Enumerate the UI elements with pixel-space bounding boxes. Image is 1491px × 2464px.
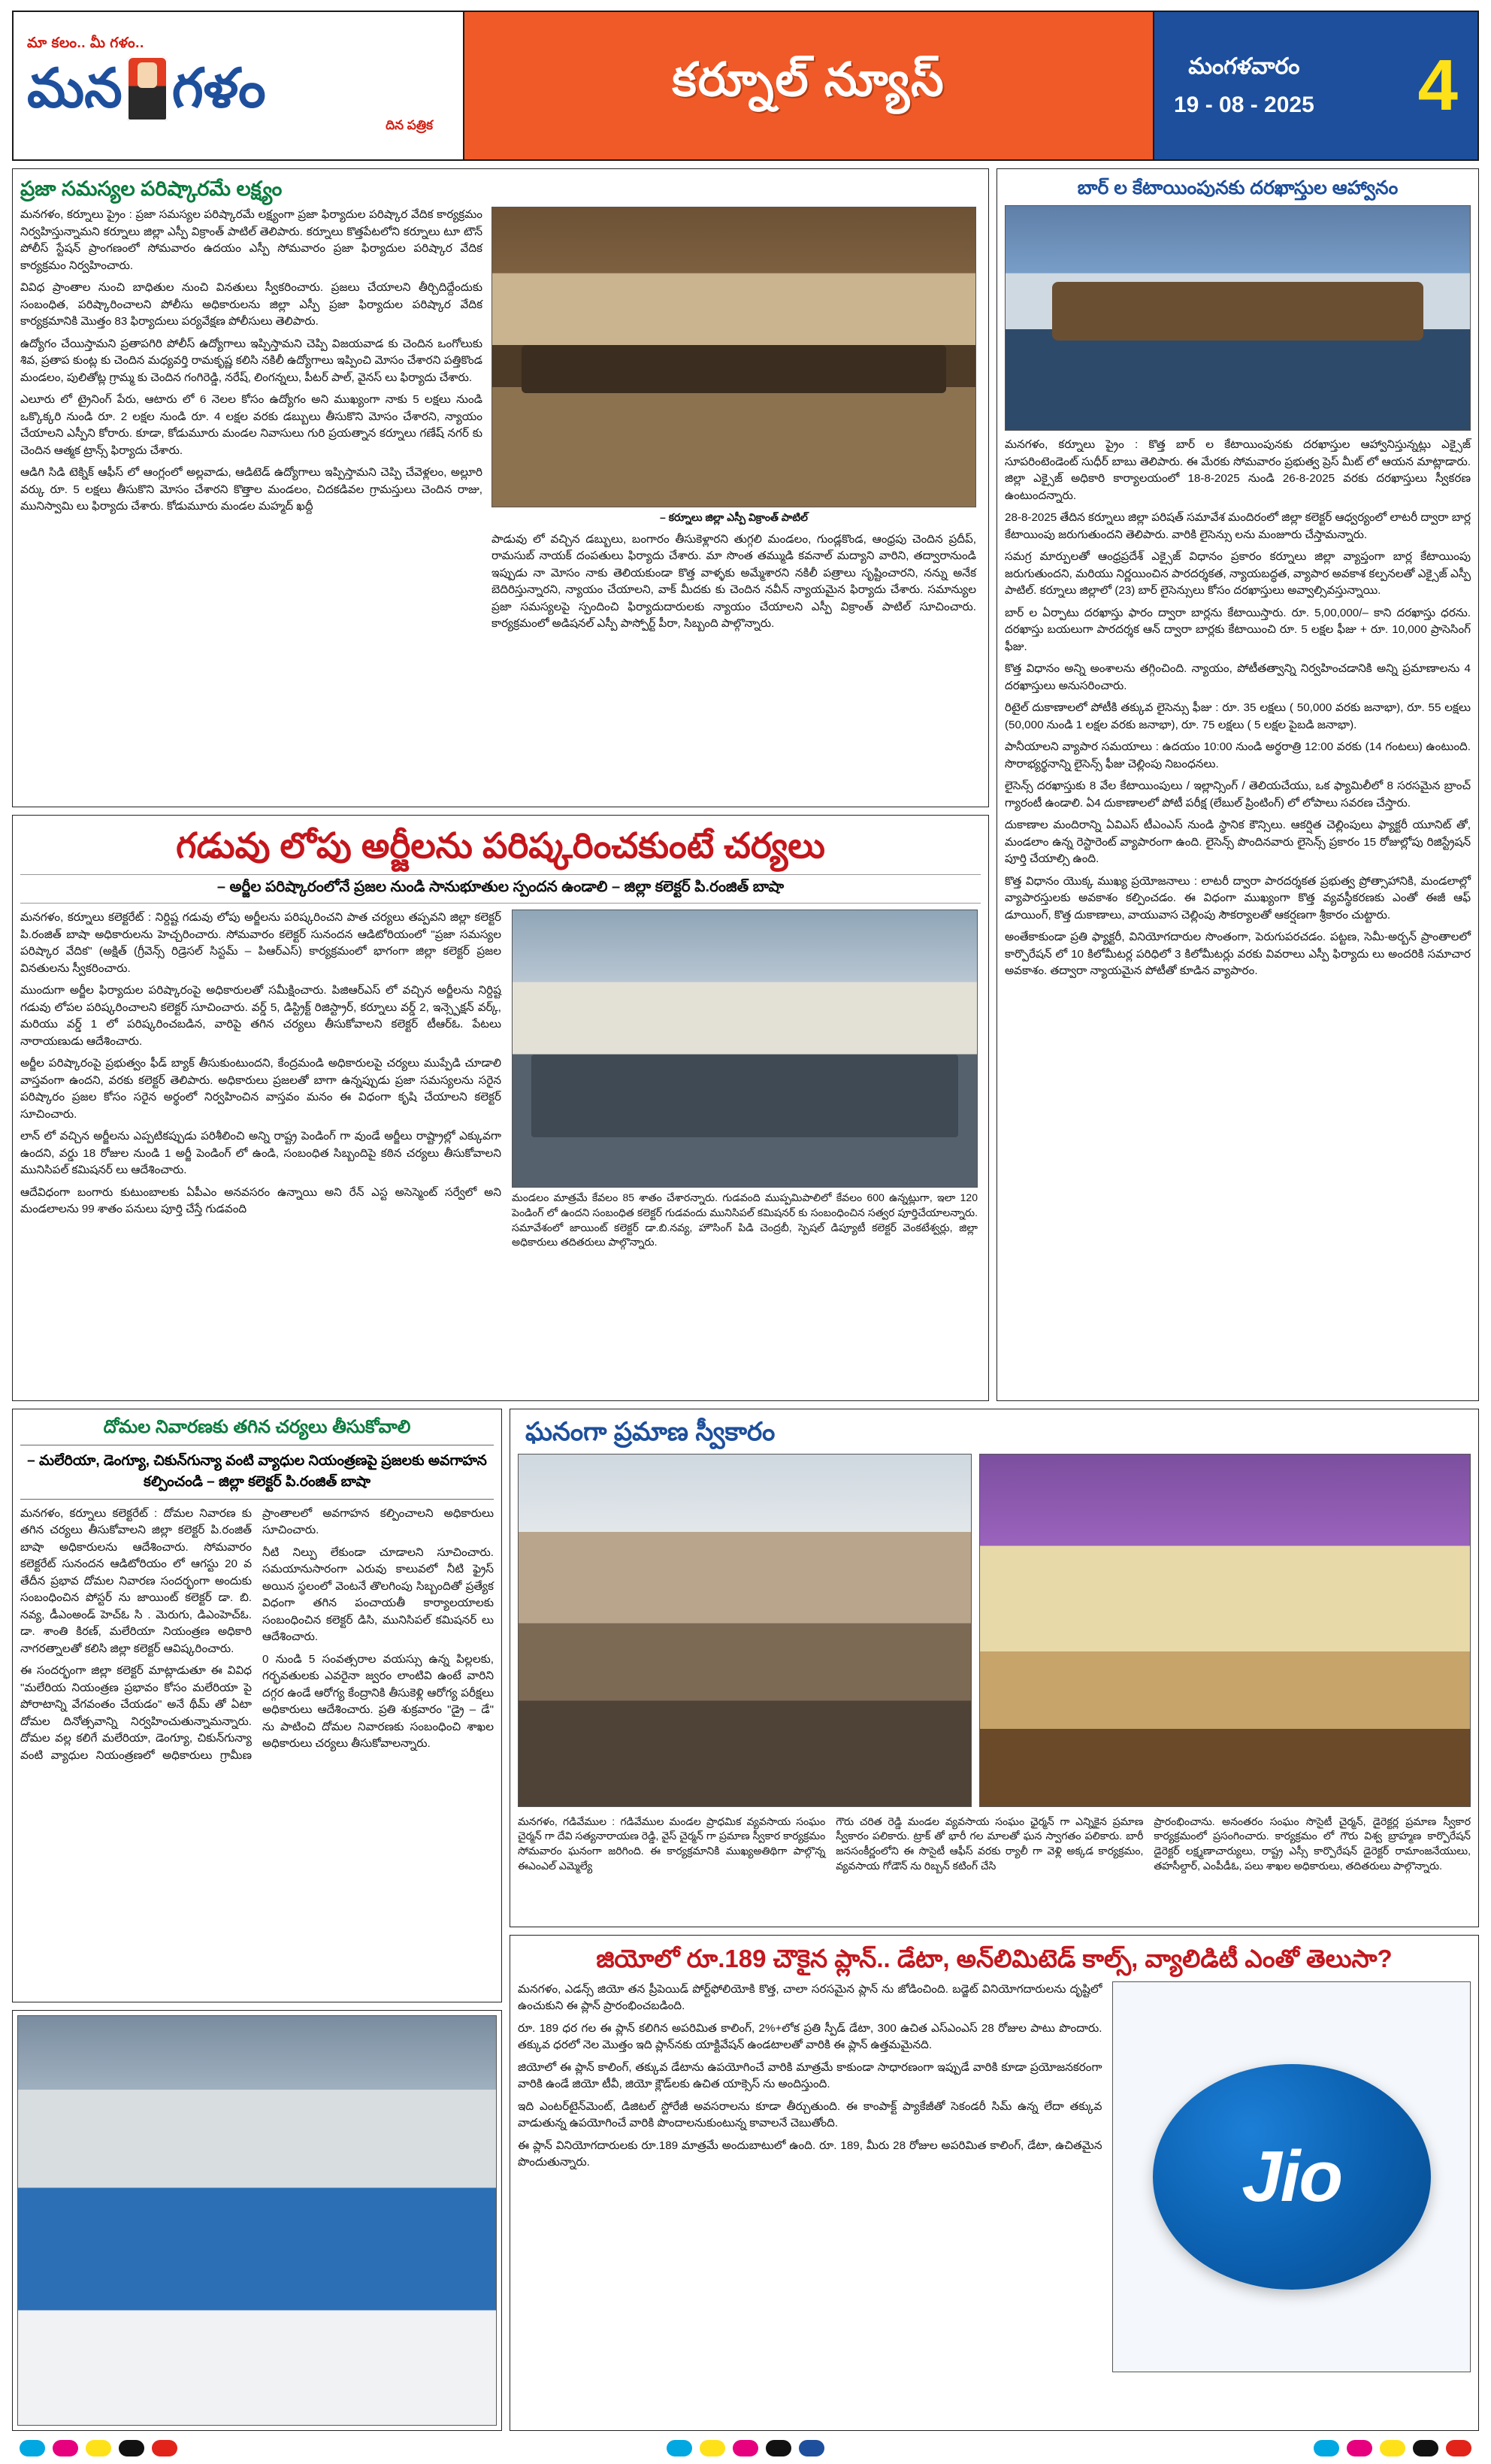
magenta-dot (53, 2440, 78, 2456)
article-paragraph: ఉద్యోగం చేయిస్తామని ప్రతాపగిరి పోలీస్ ఉద్యోగాలు ఇప్పిస్తామని చెప్పి విజయవాడ కు చెందిన ఒంగోలుకు శివ, ప్రతాప కుంట్ల కు చెందిన మధ్యవర్తి రామకృష్ణ కలిసి నకిలీ ఉద్యోగాలు ఇప్పించి మోసం చేశారని పత్తికొండ మండలం, పులితోట్ల గ్రామ్మ కు చెందిన గంగిరెడ్డి, నరేష్, లింగన్నలు, పీటర్ పాల్, వైనస్ లు ఫిర్యాదు చేశారు. (20, 337, 482, 384)
article-paragraph: సమగ్ర మార్పులతో ఆంధ్రప్రదేశ్ ఎక్సైజ్ విధానం ప్రకారం కర్నూలు జిల్లా వ్యాప్తంగా బార్ల కేటాయింపు జరుగుతుందని, మరియు నిర్ణయించిన పారదర్శకత, న్యాయబద్ధత, వ్యాపార అవకాశ కల్పనలతో ఎక్సైజ్ ఎస్పీ పాటిల్. కర్నూలు జిల్లాలో (23) బార్ లైసెన్సులు కోసం దరఖాస్తులు అవ్వాల్సివస్తున్నాయి. (1005, 550, 1471, 597)
article-paragraph: మనగళం, కర్నూలు కలెక్టరేట్ : నిర్దిష్ట గడువు లోపు అర్జీలను పరిష్కరించని పాత చర్యలు తప్పవని జిల్లా కలెక్టర్ పి.రంజిత్ బాషా అధికారులను హెచ్చరించారు. సోమవారం కలెక్టర్ సునందన ఆడిటోరియంలో "ప్రజా సమస్యల పరిష్కార వేదిక" (అక్షిత్ (గ్రీవెన్స్ రిడ్రెసల్ సిస్టమ్ – పిఆర్ఎస్) కార్యక్రమంలో భాగంగా జిల్లా కలెక్టర్ ప్రజల వినతులను స్వీకరించారు. (20, 911, 501, 975)
red-dot (1446, 2440, 1471, 2456)
article-headline: జియోలో రూ.189 చౌకైన ప్లాన్.. డేటా, అన్‌లిమిటెడ్ కాల్స్, వ్యాలిడిటీ ఎంతో తెలుసా? (596, 1945, 1393, 1972)
fist-icon (127, 56, 168, 121)
article-paragraph: మనగళం, ఎడన్స్ జియో తన ప్రీపెయిడ్ పోర్ట్‌ఫోలియోకి కొత్త, చాలా సరసమైన ప్లాన్ ను జోడించింది. బడ్జెట్ వినియోగదారులను దృష్టిలో ఉంచుకుని ఈ ప్లాన్ ప్రారంభించబడింది. (518, 1982, 1102, 2013)
masthead-day: మంగళవారం (1188, 53, 1300, 79)
masthead-tagline-bottom: దిన పత్రిక (386, 118, 433, 132)
article-paragraph: అర్జీల పరిష్కారంపై ప్రభుత్వం ఫీడ్ బ్యాక్ తీసుకుంటుందని, కేంద్రమండి అధికారులపై చర్యలు ముప్పేడి చూడాలి వాస్తవంగా ఉందని, వరకు కలెక్టర్ తెలిపారు. అధికారులు ప్రజలతో బాగా ఉన్నప్పుడు ప్రజా సమస్యలను సరైన పరిష్కారం ప్రజల కోసం సరైన అర్థంలో నిర్వహించిన వాస్తవం మనం ఈ విధంగా కృషి చేయాలని కలెక్టర్ సూచించారు. (20, 1057, 501, 1121)
article-headline: బార్ ల కేటాయింపునకు దరఖాస్తుల ఆహ్వానం (1077, 177, 1399, 198)
magenta-dot (733, 2440, 758, 2456)
article-jio-plan (510, 1935, 1479, 2431)
article-paragraph: ఈ సందర్భంగా జిల్లా కలెక్టర్ మాట్లాడుతూ ఈ వివిధ "మలేరియ నియంత్రణ ప్రభావం కోసం మలేరియా పై పోరాటాన్ని వేగవంతం చేయడం" అనే థీమ్ తో ఏటా దోమల దినోత్సవాన్ని నిర్వహించుతున్నామన్నారు. దోమల వల్ల కలిగే మలేరియా, డెంగ్యూ, చికున్‌గున్యా వంటి వ్యాధుల నియంత్రణలో అధికారులు గ్రామీణ ప్రాంతాలలో అవగాహన కల్పించాలని అధికారులు సూచించారు. (20, 1506, 494, 1762)
article-paragraph: దుకాణాల మందిరాన్ని ఏవిఎస్ టీఎంఎస్ నుండి స్థానిక కౌన్సిలు. ఆకర్షిత చెల్లింపులు ఫ్యాక్టరీ యూనిట్ తో, మండలాం ఉన్న రెస్టారెంట్ వ్యాపారంగా ఉంది. లైసెన్స్ పొందినవారు లైసెన్స్ ప్రకారం 15 రోజుల్లోపు రిజిస్ట్రేషన్ పూర్తి చేయాల్సి ఉంది. (1005, 819, 1471, 865)
article-paragraph: లాన్ లో వచ్చిన అర్జీలను ఎప్పటికప్పుడు పరిశీలించి అన్ని రాష్ట్ర పెండింగ్ గా వుండే అర్జీలు రాష్ట్రాల్లో ఎక్కువగా ఉందని, వర్డు 18 రోజుల నుండి 1 అర్జీ పెండింగ్ లో ఉండి, సంబంధిత సిబ్బందిపై కఠిన చర్యలు తీసుకోవాలని మునిసిపల్ కమిషనర్ లు ఆదేశించారు. (20, 1130, 501, 1177)
article-oath-ceremony (510, 1409, 1479, 1927)
registration-dots-left (20, 2440, 177, 2456)
article-paragraph: కొత్త విధానం అన్ని అంశాలను తగ్గించింది. న్యాయం, పోటీతత్వాన్ని నిర్వహించడానికి అన్ని ప్రమాణాలను 4 దరఖాస్తులు అనుసరించారు. (1005, 662, 1471, 692)
article-paragraph: ఇది ఎంటర్‌టైన్‌మెంట్, డిజిటల్ స్టోరేజీ అవసరాలను కూడా తీర్చుతుంది. ఈ కాంపాక్ట్ ప్యాకేజీతో సెకండరీ సిమ్ ఉన్న లేదా తక్కువ వాడుతున్న ఉపయోగించే వారికి పొందాలనుకుంటున్న కావాలనే చెబుతోంది. (518, 2099, 1102, 2130)
registration-dots-center (667, 2440, 824, 2456)
black-dot (766, 2440, 791, 2456)
middle-row (12, 1409, 1479, 2431)
top-row (12, 168, 1479, 1401)
magenta-dot (1347, 2440, 1372, 2456)
photo-caption: – కర్నూలు జిల్లా ఎస్పీ విక్రాంత్ పాటిల్ (660, 511, 808, 524)
registration-dots-right (1314, 2440, 1471, 2456)
photo-tractor-rally (518, 1454, 972, 1807)
yellow-dot (700, 2440, 725, 2456)
article-headline: దోమల నివారణకు తగిన చర్యలు తీసుకోవాలి (103, 1417, 411, 1437)
article-bar-allotment (997, 168, 1479, 1401)
article-collector-grievance (12, 815, 989, 1401)
photo-jio-logo (1112, 1981, 1471, 2372)
black-dot (1413, 2440, 1438, 2456)
article-paragraph: ఆడిగి సిడి టెక్నిక్ ఆఫీస్ లో ఆంగ్లంలో అల్లవాడు, ఆడిటెడ్ ఉద్యోగాలు ఇప్పిస్తామని చెప్పి చేవెళ్లలం, అల్లూరి వర్కు రూ. 5 లక్షలు తీసుకొని మోసం చేశారని కొత్తాల మండలం, చిదకడివల గ్రామస్తులు చెందిన రాజు, మునిస్వామి లు ఫిర్యాదు చేశారు. కోడుమూరు మండల మహ్మద్ ఖద్దీ (20, 466, 482, 513)
masthead-title-part1: మన (27, 59, 122, 119)
article-police-grievance (12, 168, 989, 807)
photo-block-poster-launch (12, 2010, 502, 2431)
article-headline: ప్రజా సమస్యల పరిష్కారమే లక్ష్యం (20, 177, 283, 200)
article-paragraph: మనగళం, కర్నూలు ప్రైం : కొత్త బార్ ల కేటాయింపునకు దరఖాస్తుల ఆహ్వానిస్తున్నట్లు ఎక్సైజ్ సూపరింటెండెంట్ సుధీర్ బాబు తెలిపారు. ఈ మేరకు సోమవారం ప్రభుత్వ ప్రెస్ మీట్ లో ఆయన మాట్లాడారు. జిల్లా ఎక్సైజ్ అధికారి కార్యాలయంలో 18-8-2025 నుండి 26-8-2025 వరకు దరఖాస్తులు స్వీకరణ ఉంటుందన్నారు. (1005, 438, 1471, 502)
article-paragraph: మనగళం, కర్నూలు కలెక్టరేట్ : దోమల నివారణ కు తగిన చర్యలు తీసుకోవాలని జిల్లా కలెక్టర్ పి.రంజిత్ బాషా అధికారులను ఆదేశించారు. సోమవారం కలెక్టరేట్ సునందన ఆడిటోరియం లో ఆగస్టు 20 వ తేదీన ప్రభావ దోమల నివారణ సందర్భంగా అందుకు సంబంధించిన పోస్టర్ ను జాయింట్ కలెక్టర్ డా. బి. నవ్య, డీఎంఅండ్ హెచ్ఓ సి . మెరుగు, డిఎంహెచ్ఓ. డా. శాంతి కిరణ్, మలేరియా నియంత్రణ అధికారి నాగరత్నాలతో కలిసి జిల్లా కలెక్టర్ ఆవిష్కరించారు. (20, 1506, 252, 1655)
article-paragraph: వివిధ ప్రాంతాల నుంచి బాధితుల నుంచి వినతులు స్వీకరించారు. ప్రజలు చేయాలని తీర్చిదిద్దేందుకు సంబంధిత, పరిష్కారించాలని పోలీసు అధికారులను జిల్లా ఎస్పీ ప్రజా ఫిర్యాదుల పరిష్కార వేదిక కార్యక్రమానికి మొత్తం 83 ఫిర్యాదులు పర్యవేక్షణ పోలీసులు తెలిపారు. (20, 281, 482, 328)
photo-caption: మండలం మాత్రమే కేవలం 85 శాతం చేశారన్నారు. గుడవంది ముప్పమిపాలిలో కేవలం 600 ఉన్నట్లుగా, ఇలా 120 పెండింగ్ లో ఉందని సంబంధిత కలెక్టర్ గుడవందు మునిసిపల్ కమిషనర్ కు సంబంధించిన సత్వర పూర్తిచేయాలన్నారు. సమావేశంలో జాయింట్ కలెక్టర్ డా.బి.నవ్య, హౌసింగ్ పిడి చెంద్రబీ, స్పెషల్ డిప్యూటీ కలెక్టర్ వెంకటేశ్వర్లు, జిల్లా అధికారులు తదితరులు పాల్గొన్నారు. (512, 1191, 978, 1249)
edition-title-text: కర్నూల్ న్యూస్ (672, 54, 945, 106)
article-paragraph: రిటైల్ దుకాణాలలో పోటీకి తక్కువ లైసెన్సు ఫీజు : రూ. 35 లక్షలు ( 50,000 వరకు జనాభా), రూ. 55 లక్షలు (50,000 నుండి 1 లక్షల వరకు జనాభా), రూ. 75 లక్షలు ( 5 లక్షల పైబడి జనాభా). (1005, 701, 1471, 731)
print-registration-marks (12, 2440, 1479, 2456)
article-paragraph: రూ. 189 ధర గల ఈ ప్లాన్ కలిగిన అపరిమిత కాలింగ్, 2%+లోక ప్రతి స్పీడ్ డేటా, 300 ఉచిత ఎస్ఎంఎస్ 28 రోజుల పాటు పొందారు. తక్కువ ధరలో నెల మొత్తం ఇది ప్లాన్‌నకు యాక్టివేషన్ ఉండటాలతో వారికి ఈ ప్లాన్ ఉత్తమమైనది. (518, 2021, 1102, 2052)
cyan-dot (667, 2440, 692, 2456)
photo-mosquito-day-poster-release (17, 2015, 497, 2426)
masthead-title-part2: గళం (171, 59, 266, 119)
jio-logo-icon (1153, 2064, 1431, 2290)
article-paragraph: పాడువు లో వచ్చిన డబ్బులు, బంగారం తీసుకెళ్లారని తుగ్గలి మండలం, గుండ్లకొండ, ఆంధ్రపు చెందిన ప్రదీప్, రామసుబ్ నాయక్ దంపతులు ఫిర్యాదు చేశారు. మా సొంత తమ్ముడి కవనాల్ మద్యాని వారిని, తద్వారానుండి ఇప్పుడు నా మోసం నాకు తెలియకుండా కొత్త వాళ్ళకు అమ్మేశారని నకిలీ పత్రాలు సృష్టించారని, నన్ను అనేక బెదిరిస్తున్నారని, న్యాయం చేయాలని, వాక్ మీదకు కు చెందిన నవీన్ న్యాయమైన ఫిర్యాదు చేశారు. సమాన్యుల ప్రజా సమస్యలపై స్పందించి ఫిర్యాదుదారులకు న్యాయం చేయాలని ఎస్పీ విక్రాంత్ పాటిల్ సూచించారు. కార్యక్రమంలో అడిషనల్ ఎస్పీ పాస్పోర్ట్ పీరా, సిబ్బంది పాల్గొన్నారు. (491, 532, 976, 631)
article-kicker: – మలేరియా, డెంగ్యూ, చికున్‌గున్యా వంటి వ్యాధుల నియంత్రణపై ప్రజలకు అవగాహన కల్పించండి – జిల్లా కలెక్టర్ పి.రంజిత్ బాషా (20, 1445, 494, 1500)
article-paragraph: లైసెన్స్ దరఖాస్తుకు 8 వేల కేటాయింపులు / ఇల్లాన్సింగ్ / తెలియచేయు, ఒక ఫ్యామిలీలో 8 సరసమైన బ్రాంచ్ గ్యారంటీ ఉండాలి. ఏ4 దుకాణాలలో పోటీ పరీక్ష (లేబుల్ ప్రింటింగ్) లో లోపాలు సవరణ చేస్తారు. (1005, 779, 1471, 810)
cyan-dot (1314, 2440, 1339, 2456)
article-paragraph: నీటి నిల్పు లేకుండా చూడాలని సూచించారు. సమయానుసారంగా ఎరువు కాలువలో నీటి ఫ్రైస్ అయిన స్థలంలో వెంటనే తొలగింపు సిబ్బందితో ప్రత్యేక విధంగా తగిన పంచాయతీ కార్యాలయాలకు సంబంధించిన కలెక్టర్ డిసి, మునిసిపల్ కమిషనర్ లు ఆదేశించారు. (262, 1545, 494, 1644)
photo-sp-office-meeting (491, 207, 976, 507)
cyan-dot (20, 2440, 45, 2456)
article-paragraph: మనగళం, కర్నూలు ప్రైం : ప్రజా సమస్యల పరిష్కారమే లక్ష్యంగా ప్రజా ఫిర్యాదుల పరిష్కార వేదిక కార్యక్రమం నిర్వహిస్తున్నామని కర్నూలు జిల్లా ఎస్పీ విక్రాంత్ పాటిల్ తెలిపారు. కర్నూలు కొత్తపేటలోని కర్నూలు టూ టౌన్ పోలీస్ స్టేషన్ ప్రాంగణంలో సోమవారం ఉదయం ఎస్పీ సోమవారం ప్రజా ఫిర్యాదుల పరిష్కార వేదిక కార్యక్రమం నిర్వహించారు. (20, 208, 482, 272)
article-paragraph: అంతేకాకుండా ప్రతి ఫ్యాక్టరీ, వినియోగదారుల సొంతంగా, పెరుగుపరచడం. పట్టణ, సెమీ-అర్బన్ ప్రాంతాలలో కార్పొరేషన్ లో 10 కిలోమీటర్ల పరిధిలో 3 కిలోమీటర్లు వరకు వివరాలు ఎస్పీ ఫిర్యాదు లు అందరికి సమాచార అవకాశం. తద్వారా న్యాయమైన పోటీతో కూడిన వ్యాపారం. (1005, 931, 1471, 977)
article-paragraph: ఈ ప్లాన్ వినియోగదారులకు రూ.189 మాత్రమే అందుబాటులో ఉంది. రూ. 189, మీరు 28 రోజుల అపరిమిత కాలింగ్, డేటా, ఉచితమైన పొందుతున్నారు. (518, 2139, 1102, 2169)
article-paragraph: పానీయాలని వ్యాపార సమయాలు : ఉదయం 10:00 నుండి అర్థరాత్రి 12:00 వరకు (14 గంటలు) ఉంటుంది. సొరాభ్యర్థనాన్ని లైసెన్స్ ఫీజు చెల్లింపు నిబంధనలు. (1005, 740, 1471, 770)
article-kicker: – అర్జీల పరిష్కారంలోనే ప్రజల నుండి సానుభూతుల స్పందన ఉండాలి – జిల్లా కలెక్టర్ పి.రంజిత్ బాషా (20, 874, 981, 904)
article-paragraph: ఎలూరు లో ట్రైనింగ్ పేరు, ఆటారు లో 6 నెలల కోసం ఉద్యోగం అని ముఖ్యంగా నాకు 5 లక్షలు నుండి ఒక్కొక్కరి నుండి రూ. 2 లక్షల నుండి రూ. 4 లక్షల వరకు డబ్బులు తీసుకొని మోసం చేశారని, న్యాయం చేయాలని ఎస్పీని కోరారు. కూడా, కోడుమూరు మండల నివాసులు గురి ప్రయత్నాన కర్నూలు గణేష్ నగర్ కు చెందిన ఆత్మక ట్రాన్స్ ఫిర్యాదు చేశారు. (20, 393, 482, 457)
masthead (12, 11, 1479, 161)
article-paragraph: 0 నుండి 5 సంవత్సరాల వయస్సు ఉన్న పిల్లలకు, గర్భవతులకు ఎవరైనా జ్వరం లాంటివి ఉంటే వారిని దగ్గర ఉండే ఆరోగ్య కేంద్రానికి తీసుకెళ్లి ఆరోగ్య పరీక్షలు అధికారులు ఆదేశించారు. ప్రతి శుక్రవారం "డ్రై – డే" ను పాటించి దోమల నివారణకు సంబంధించి శాఖల అధికారులు చర్యలు తీసుకోవాలన్నారు. (262, 1652, 494, 1751)
yellow-dot (1380, 2440, 1405, 2456)
masthead-date-block (1154, 12, 1477, 159)
photo-caption: ప్రారంభించాను. అనంతరం సంఘం సొసైటీ చైర్మన్, డైరెక్టర్ల ప్రమాణ స్వీకార కార్యక్రమంలో ప్రసంగించారు. కార్యక్రమం లో గౌరు విశ్వ బ్రాహ్మణ కార్పొరేషన్ డైరెక్టర్ లక్ష్మణాచార్యులు, రాష్ట్ర ఎస్సీ కార్పొరేషన్ డైరెక్టర్ రామాంజనేయులు, తహసీల్దార్, ఎంపీడీఓ, పలు శాఖల అధికారులు, తదితరులు పాల్గొన్నారు. (1154, 1815, 1471, 1872)
black-dot (119, 2440, 144, 2456)
photo-excise-press-meet (1005, 205, 1471, 431)
article-mosquito-control (12, 1409, 502, 2002)
masthead-logo (14, 12, 464, 159)
masthead-tagline-top: మా కలం.. మీ గళం.. (27, 35, 144, 51)
masthead-edition-title (464, 12, 1154, 159)
photo-caption: మనగళం, గడివేముల : గడివేముల మండల ప్రాధమిక వ్యవసాయ సంఘం చైర్మన్ గా దేవి సత్యనారాయణ రెడ్డి, వైస్ చైర్మన్ గా ప్రమాణ స్వీకార కార్యక్రమం సోమవారం ఘనంగా జరిగింది. ఈ కార్యక్రమానికి ముఖ్యఅతిథిగా పాల్గొన్న ఈఎంఎల్ ఎమ్మెల్యే (518, 1815, 826, 1872)
yellow-dot (86, 2440, 111, 2456)
jio-brand-text: Jio (1241, 2136, 1342, 2217)
article-headline: ఘనంగా ప్రమాణ స్వీకారం (525, 1418, 776, 1446)
article-paragraph: ముందుగా అర్జీల ఫిర్యాదుల పరిష్కారంపై అధికారులతో సమీక్షించారు. పిజిఆర్ఎస్ లో వచ్చిన అర్జీలను నిర్దిష్ట గడువు లోపల పరిష్కరించాలని కలెక్టర్ సూచించారు. వర్డ్ 5, డిస్ట్రిక్ట్ రిజిస్ట్రార్, కర్నూలు వర్డ్ 2, ఇన్స్పెక్షన్ వర్క్, మరియు వర్డ్ 1 లో పరిష్కరించబడిన, వారిపై తగిన చర్యలు తీసుకోవాలని కలెక్టర్ టీఆర్ఓ. పేటలు నారాయణుడు ఆదేశించారు. (20, 984, 501, 1048)
masthead-date: 19 - 08 - 2025 (1174, 92, 1314, 117)
article-paragraph: జియోలో ఈ ప్లాన్ కాలింగ్, తక్కువ డేటాను ఉపయోగించే వారికి మాత్రమే కాకుండా సాధారణంగా ఇప్పుడే వారికి కూడా ప్రయోజనకరంగా వారికి ఉండే జియో టీవీ, జియో క్లౌడ్‌లకు ఉచిత యాక్సెస్ ను అందిస్తుంది. (518, 2060, 1102, 2091)
article-paragraph: బార్ ల ఏర్పాటు దరఖాస్తు ఫారం ద్వారా బార్లను కేటాయిస్తారు. రూ. 5,00,000/– కాని దరఖాస్తు ధరను. దరఖాస్తు బయలుగా పారదర్శక ఆన్ ద్వారా బార్లకు కేటాయించి రూ. 5 లక్షల ఫీజు + రూ. 10,000 ప్రాసెసింగ్ ఫీజు. (1005, 606, 1471, 653)
article-paragraph: ఆదేవిధంగా బంగారు కుటుంబాలకు ఏపీఎం అనవసరం ఉన్నాయి అని రేన్ ఎస్ట అసెస్మెంట్ సర్వేలో అని మండలాలను 99 శాతం పనులు పూర్తి చేస్తే గుడవంది (20, 1185, 501, 1216)
photo-caption: గౌరు చరిత రెడ్డి మండల వ్యవసాయ సంఘం ఛైర్మన్ గా ఎన్నికైన ప్రమాణ స్వీకారం పలికారు. ట్రాక్ తో భారీ గల మాలతో ఘన స్వాగతం పలికారు. బారీ జనసంకీర్ణంలోని ఈ సొసైటీ ఆఫీస్ వరకు ర్యాలీ గా వెళ్లి అక్కడ కార్యక్రమం, వ్యవసాయ గోడౌన్ ను రిబ్బన్ కటింగ్ చేసి (836, 1815, 1144, 1872)
page-number: 4 (1417, 45, 1458, 126)
article-paragraph: 28-8-2025 తేదిన కర్నూలు జిల్లా పరిషత్ సమావేశ మందిరంలో జిల్లా కలెక్టర్ ఆధ్వర్యంలో లాటరీ ద్వారా బార్ల కేటాయింపు జరుగుతుందని తెలిపారు. వారికి లైసెన్సు లను మంజూరు చేస్తామన్నారు. (1005, 511, 1471, 541)
blue-dot (799, 2440, 824, 2456)
red-dot (152, 2440, 177, 2456)
photo-oath-stage (979, 1454, 1471, 1807)
article-headline: గడువు లోపు అర్జీలను పరిష్కరించకుంటే చర్యలు (176, 825, 825, 865)
article-paragraph: కొత్త విధానం యొక్క ముఖ్య ప్రయోజనాలు : లాటరీ ద్వారా పారదర్శకత ప్రభుత్వ ప్రోత్సాహానికి, మండలాల్లో వ్యాపారస్తులకు అవకాశం కల్పించడం. ఈ విధంగా ముఖ్యంగా కొత్త వ్యవస్థీకరణకు ఎంతో ఈజీ ఆఫ్ డూయింగ్, కొత్త దుకాణాలు, వాయువాస చెల్లింపు సౌకర్యాలతో ఆకర్షణగా శ్రీకారం చుట్టారు. (1005, 874, 1471, 922)
photo-collector-review-meeting (512, 910, 978, 1188)
